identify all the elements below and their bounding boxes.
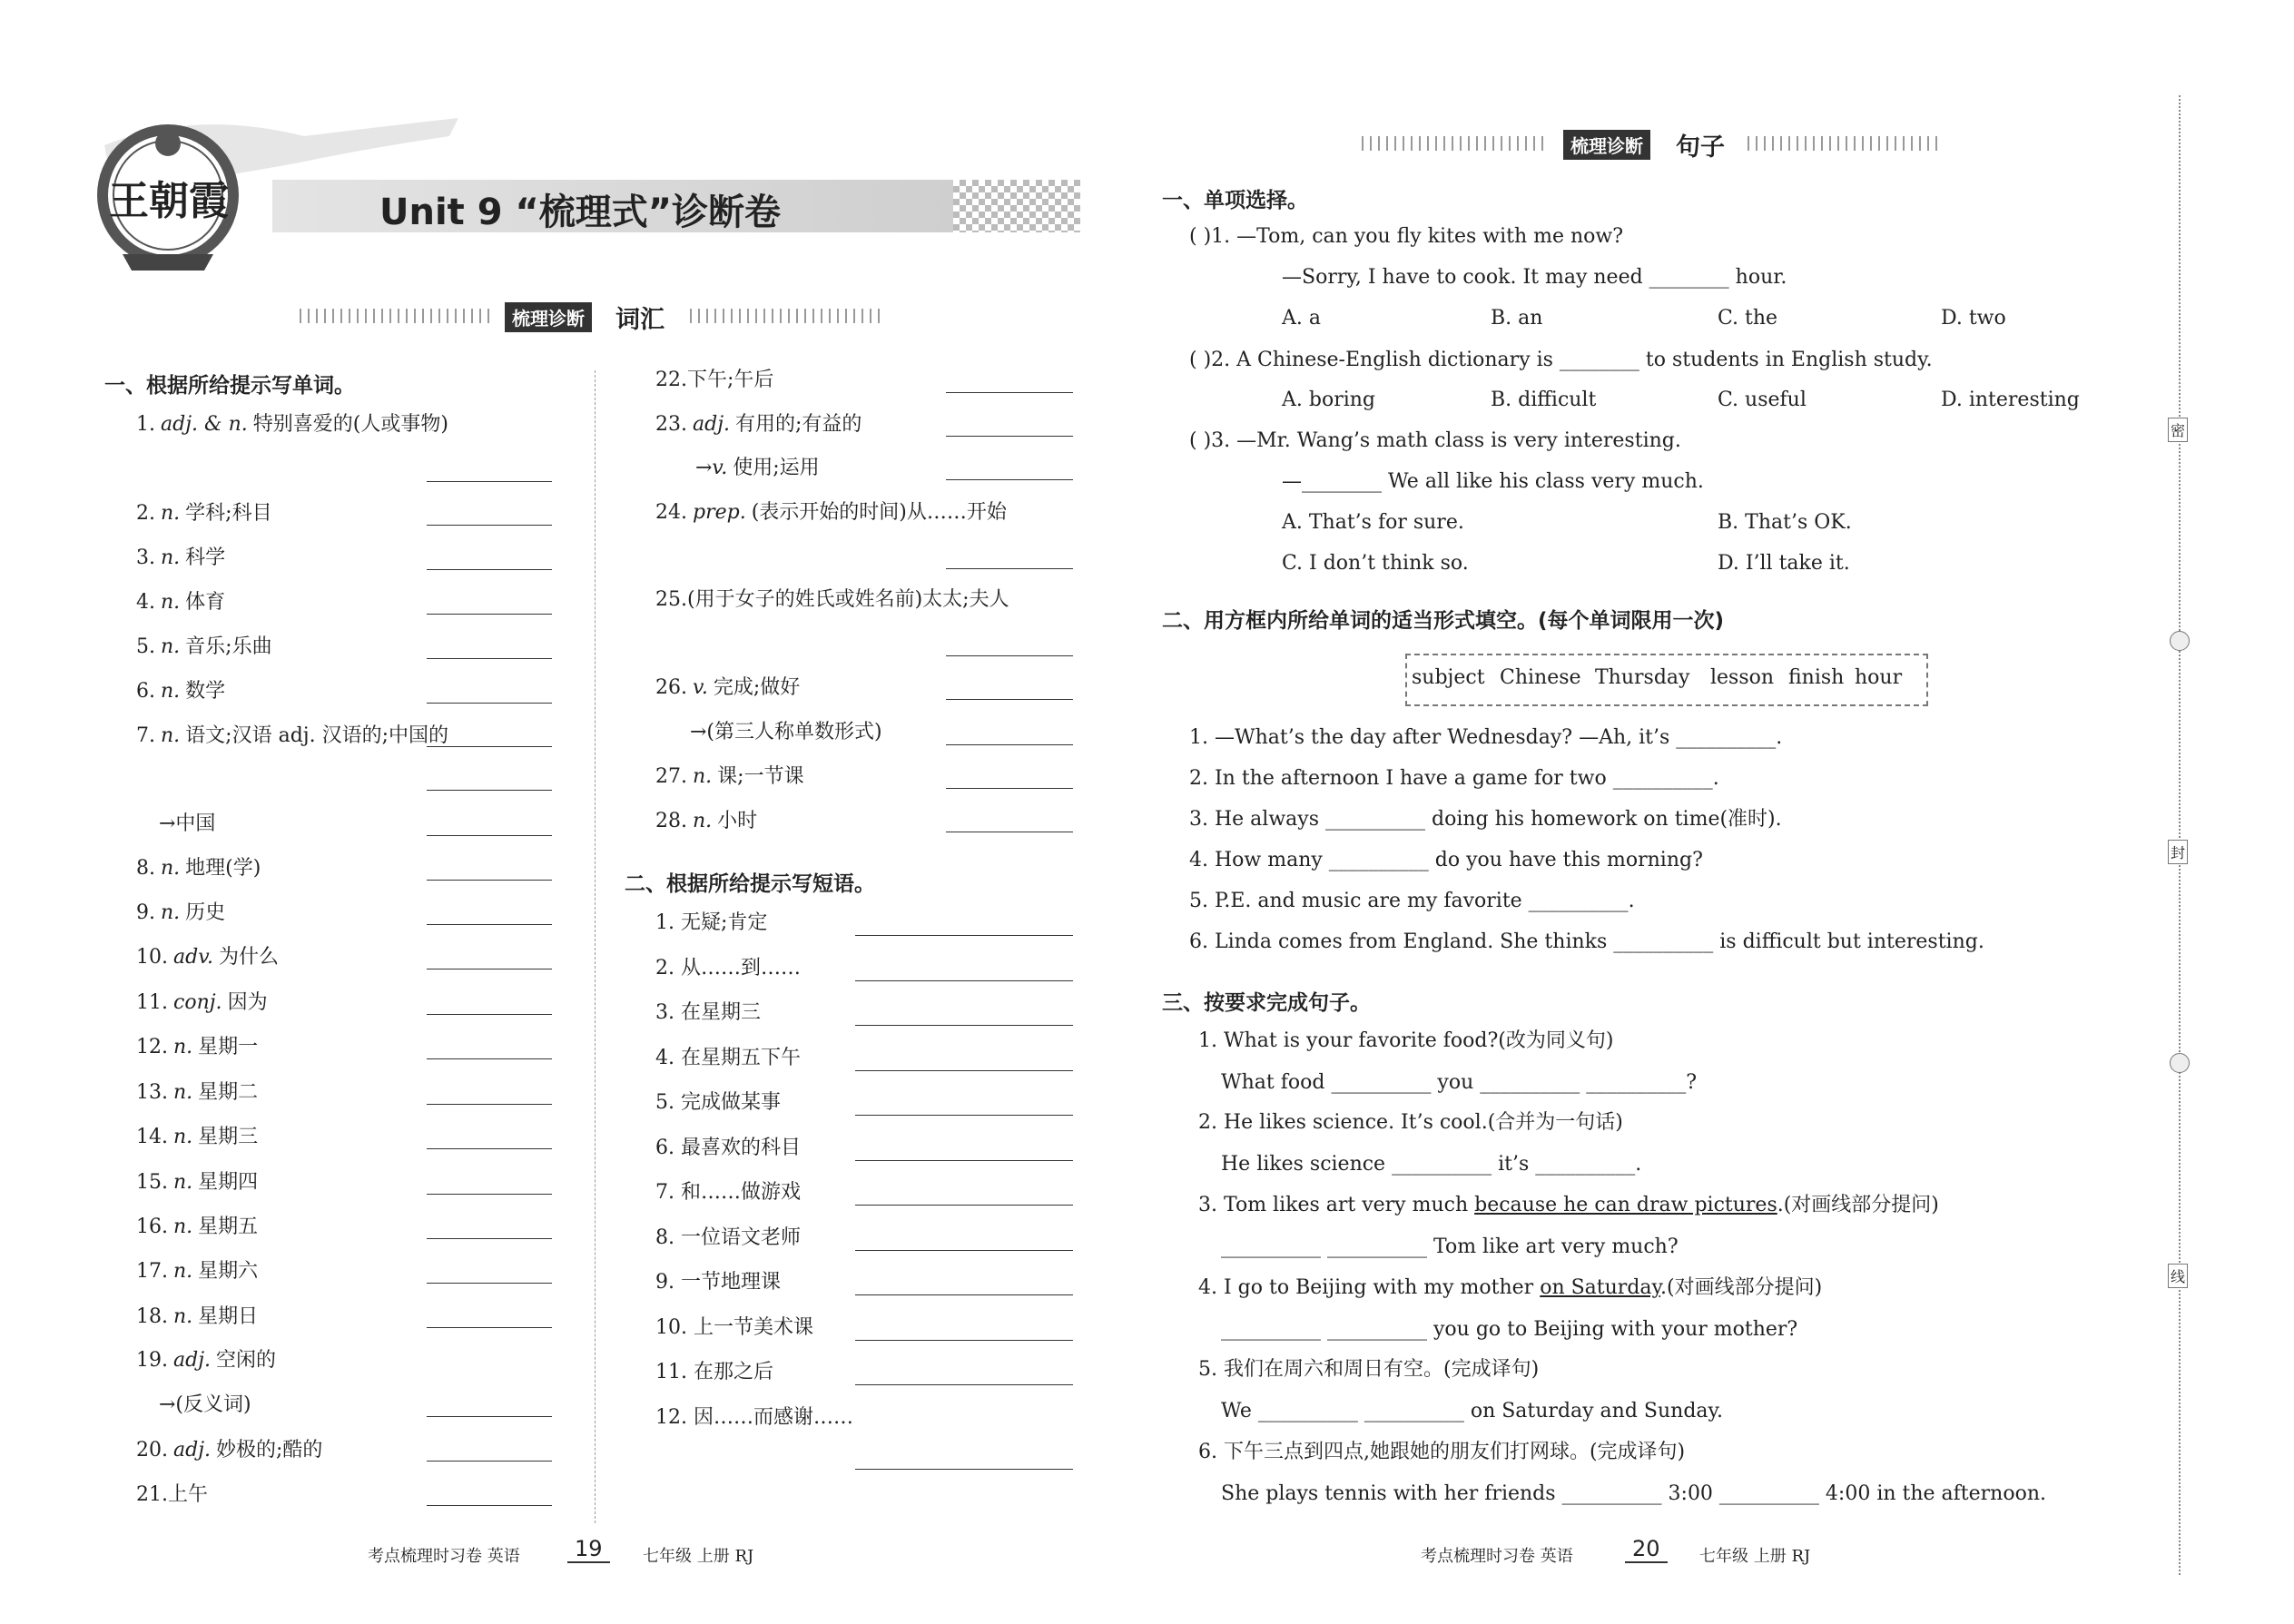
mc-question: ( )1. —Tom, can you fly kites with me now? [1189,225,1624,248]
vocab-item-pos: n. [161,502,181,525]
vocab-item [136,546,225,570]
phrase-item: 2. 从……到…… [655,956,801,979]
vocab-item-text: 小时 [717,810,758,832]
transform-1: 1. What is your favorite food?(改为同义句) [1198,1029,1614,1052]
vocab-item [655,369,773,392]
vocab-item [655,413,861,437]
vocab-item [136,1349,276,1373]
vocab-item-text: →(第三人称单数形式) [690,721,882,743]
fill-item: 1. —What’s the day after Wednesday? —Ah, it’s __________. [1189,726,1783,749]
vocab-item-pos: v. [693,676,708,699]
logo-text: 王朝霞 [109,178,229,224]
word-box-word: Chinese [1500,666,1581,689]
answer-line[interactable] [946,655,1073,656]
vocab-item-text: 星期五 [198,1216,259,1238]
vocab-item [136,635,272,659]
footer-right-page: 20 [1625,1536,1668,1563]
phrase-item: 11. 在那之后 [655,1361,773,1383]
vocab-item-number: 9. [136,901,155,924]
answer-line[interactable] [427,481,552,482]
vocab-item-text: →(反义词) [159,1393,251,1416]
vocab-item-number: 20. [136,1439,168,1462]
vocab-item-number: 10. [136,946,168,969]
vocab-item-text: 有用的;有益的 [735,413,862,436]
vocab-item-number: 19. [136,1349,168,1372]
sentence-dots-left [1362,136,1548,151]
vocab-item [136,680,225,704]
vocab-item-pos: n. [693,810,713,832]
vocab-item-number: 16. [136,1216,168,1238]
answer-line[interactable] [427,1238,552,1239]
mc-question: ( )3. —Mr. Wang’s math class is very interesting. [1189,429,1681,452]
mc-option[interactable]: C. useful [1718,389,1807,411]
vocab-item-number: 4. [136,591,155,614]
mc-option[interactable]: D. interesting [1941,389,2080,411]
vocab-item-pos: n. [161,591,181,614]
phrase-item: 4. 在星期五下午 [655,1046,801,1069]
vocab-item [655,765,804,789]
vocab-item [136,1081,258,1105]
vocab-item-pos: n. [173,1260,193,1283]
answer-line[interactable] [427,1104,552,1105]
footer-right-grade: 七年级 上册 RJ [1699,1547,1811,1566]
column-divider [595,370,596,1523]
vocab-item-pos: adj. [173,1439,212,1462]
vocab-item-text: 体育 [185,591,226,614]
transform-6: 6. 下午三点到四点,她跟她的朋友们打网球。(完成译句) [1198,1441,1686,1463]
vocab-item [655,588,1009,612]
vocab-item [136,1305,258,1329]
vocab-item-text: 星期三 [198,1126,259,1148]
phrase-item: 7. 和……做游戏 [655,1181,801,1204]
vocab-item-number: 21. [136,1483,168,1506]
vocab-item-pos: adj. [693,413,731,436]
fill-item: 6. Linda comes from England. She thinks __________ is difficult but interesting. [1189,930,1984,953]
vocab-item [655,676,800,700]
vocab-item-text: 星期六 [198,1260,259,1283]
vocab-item-pos: n. [161,680,181,703]
answer-line[interactable] [427,790,552,791]
answer-line[interactable] [946,392,1073,393]
answer-line[interactable] [427,835,552,836]
transform-5-answer: We __________ __________ on Saturday and Sunday. [1221,1400,1724,1422]
answer-line[interactable] [855,1340,1073,1341]
vocab-item [159,1393,251,1417]
vocab-item-text: 特别喜爱的(人或事物) [252,413,448,436]
vocab-item [136,1126,258,1149]
word-box-word: lesson [1710,666,1775,689]
answer-line[interactable] [946,436,1073,437]
vocab-item-number: 17. [136,1260,168,1283]
mc-option[interactable]: D. two [1941,307,2006,330]
vocab-item [690,721,882,744]
transform-4-post: .(对画线部分提问) [1660,1276,1823,1299]
answer-line[interactable] [427,525,552,526]
vocab-item-pos: n. [173,1305,193,1328]
vocab-item [136,413,448,437]
vocab-item-pos: n. [161,546,181,569]
footer-left-grade: 七年级 上册 RJ [643,1547,754,1566]
vocab-item-pos: adj. [173,1349,212,1372]
binding-circle-2 [2170,1053,2190,1073]
vocab-item-number: 8. [136,857,155,880]
answer-line[interactable] [427,924,552,925]
transform-3-post: .(对画线部分提问) [1777,1194,1939,1216]
binding-mark-3: 线 [2168,1264,2188,1288]
fill-item: 3. He always __________ doing his homework on time(准时). [1189,808,1782,831]
vocab-item-number: 7. [136,724,155,747]
vocab-item-text: 课;一节课 [717,765,804,788]
transform-3-underlined: because he can draw pictures [1474,1194,1777,1216]
answer-line[interactable] [855,1250,1073,1251]
vocab-item-number: 25. [655,588,687,611]
vocab-item [655,810,757,833]
word-box-word: subject [1412,666,1485,689]
vocab-item-text: 上午 [168,1483,209,1506]
vocab-item-text: 音乐;乐曲 [185,635,272,658]
answer-line[interactable] [855,1070,1073,1071]
transform-4-answer: __________ __________ you go to Beijing with your mother? [1221,1318,1798,1341]
vocab-dots-left [300,309,490,323]
footer-left-page: 19 [567,1536,610,1563]
phrase-item: 9. 一节地理课 [655,1271,781,1294]
transform-3-pre: 3. Tom likes art very much [1198,1194,1475,1216]
phrase-item: 6. 最喜欢的科目 [655,1136,801,1159]
mc-option[interactable]: B. difficult [1491,389,1597,411]
binding-line [2179,95,2181,1575]
vocab-item-number: 27. [655,765,687,788]
vocab-item-number: 2. [136,502,155,525]
vocab-item-number: 15. [136,1171,168,1194]
vocab-item-pos: n. [161,857,181,880]
vocab-item [136,1171,258,1195]
mc-option[interactable]: D. I’ll take it. [1718,552,1850,575]
phrase-item: 8. 一位语文老师 [655,1225,801,1249]
answer-line[interactable] [427,1283,552,1284]
sentence-tag: 梳理诊断 [1563,130,1650,160]
mc-option[interactable]: A. a [1282,307,1321,330]
answer-line[interactable] [946,479,1073,480]
fill-item: 5. P.E. and music are my favorite __________. [1189,890,1635,912]
vocab-item [136,724,448,748]
word-box-word: Thursday [1595,666,1690,689]
title-checker [953,180,1080,232]
sentence-section-1-title: 一、单项选择。 [1162,189,1308,212]
vocab-item-pos: n. [173,1036,193,1058]
vocab-item [136,1439,322,1462]
vocab-item-pos: n. [693,765,713,788]
sentence-section-3-title: 三、按要求完成句子。 [1162,991,1371,1015]
vocab-item-text: 历史 [185,901,226,924]
answer-line[interactable] [427,569,552,570]
answer-line[interactable] [855,1160,1073,1161]
vocab-item-pos: n. [173,1081,193,1104]
answer-line[interactable] [946,744,1073,745]
mc-question-line2: —Sorry, I have to cook. It may need ________ hour. [1282,266,1787,289]
answer-line[interactable] [427,1416,552,1417]
page-title: Unit 9 “梳理式”诊断卷 [379,192,782,233]
phrase-item: 1. 无疑;肯定 [655,911,768,934]
mc-option[interactable]: A. boring [1282,389,1376,411]
vocab-item-number: 5. [136,635,155,658]
mc-option[interactable]: B. That’s OK. [1718,511,1852,534]
vocab-label: 词汇 [615,306,665,334]
vocab-item [136,946,279,969]
transform-4 [1198,1276,1822,1300]
answer-line[interactable] [855,1115,1073,1116]
answer-line[interactable] [427,1505,552,1506]
vocab-item-number: 23. [655,413,687,436]
vocab-item-pos: n. [161,635,181,658]
vocab-item-pos: n. [173,1126,193,1148]
transform-3 [1198,1194,1939,1217]
answer-line[interactable] [427,1058,552,1059]
vocab-item-pos: n. [161,901,181,924]
vocab-item-number: 26. [655,676,687,699]
vocab-item-text: 星期日 [198,1305,259,1328]
vocab-item-pos: n. [173,1171,193,1194]
answer-line[interactable] [855,1025,1073,1026]
vocab-item-number: 6. [136,680,155,703]
sentence-dots-right [1748,136,1938,151]
answer-line[interactable] [427,1194,552,1195]
vocab-item-number: 1. [136,413,155,436]
vocab-item-text: (表示开始的时间)从……开始 [751,501,1007,524]
vocab-item-number: 13. [136,1081,168,1104]
phrase-item: 5. 完成做某事 [655,1091,781,1114]
mc-option[interactable]: A. That’s for sure. [1282,511,1464,534]
answer-line[interactable] [855,1205,1073,1206]
answer-line[interactable] [855,1384,1073,1385]
sentence-section-2-title: 二、用方框内所给单词的适当形式填空。(每个单词限用一次) [1162,609,1725,633]
answer-line[interactable] [427,703,552,704]
vocab-item-text: 科学 [185,546,226,569]
sentence-label: 句子 [1676,133,1725,162]
vocab-item-text: 学科;科目 [185,502,272,525]
transform-4-pre: 4. I go to Beijing with my mother [1198,1276,1541,1299]
vocab-item-pos: →v. [695,457,728,479]
vocab-item [136,591,225,615]
answer-line[interactable] [855,1294,1073,1295]
vocab-item-pos: adv. [173,946,214,969]
vocab-item-number: 28. [655,810,687,832]
vocab-item [690,457,820,480]
mc-question: ( )2. A Chinese-English dictionary is ________ to students in English study. [1189,349,1933,371]
transform-3-answer: __________ __________ Tom like art very much? [1221,1235,1679,1258]
vocab-item-number: 14. [136,1126,168,1148]
answer-line[interactable] [855,980,1073,981]
answer-line[interactable] [946,568,1073,569]
vocab-item-number: 18. [136,1305,168,1328]
transform-2-answer: He likes science __________ it’s __________. [1221,1153,1642,1176]
footer-right-text: 考点梳理时习卷 英语 [1421,1547,1573,1566]
vocab-item-text: 妙极的;酷的 [216,1439,323,1462]
vocab-section-2-title: 二、根据所给提示写短语。 [625,872,875,896]
vocab-item-text: 下午;午后 [687,369,774,391]
vocab-item-pos: n. [161,724,181,747]
phrase-item: 12. 因……而感谢…… [655,1405,853,1429]
footer-left-text: 考点梳理时习卷 英语 [368,1547,520,1566]
binding-mark-1: 密 [2168,418,2188,442]
vocab-item-text: 使用;运用 [733,457,820,479]
word-box-word: finish [1788,666,1845,689]
answer-line[interactable] [427,746,552,747]
mc-question-line2: —________ We all like his class very much. [1282,470,1704,493]
phrase-item: 10. 上一节美术课 [655,1315,813,1339]
answer-line[interactable] [427,880,552,881]
vocab-item-text: 数学 [185,680,226,703]
answer-line[interactable] [427,614,552,615]
binding-mark-2: 封 [2168,840,2188,864]
vocab-dots-right [690,309,881,323]
vocab-item-text: 星期二 [198,1081,259,1104]
mc-option[interactable]: B. an [1491,307,1543,330]
vocab-item-text: →中国 [159,812,216,835]
answer-line[interactable] [427,1014,552,1015]
vocab-item-pos: n. [173,1216,193,1238]
vocab-item-text: 语文;汉语 adj. 汉语的;中国的 [185,724,448,747]
vocab-tag: 梳理诊断 [505,302,592,332]
vocab-item-text: 为什么 [219,946,280,969]
answer-line[interactable] [946,699,1073,700]
transform-5: 5. 我们在周六和周日有空。(完成译句) [1198,1358,1540,1381]
vocab-item [136,901,225,925]
vocab-item [655,501,1007,525]
vocab-item-number: 3. [136,546,155,569]
vocab-item-text: 因为 [227,991,268,1014]
transform-1-answer: What food __________ you __________ __________? [1221,1071,1698,1094]
mc-option[interactable]: C. the [1718,307,1778,330]
vocab-item-number: 22. [655,369,687,391]
vocab-item-number: 11. [136,991,168,1014]
answer-line[interactable] [427,658,552,659]
answer-line[interactable] [855,1469,1073,1470]
vocab-item-text: 完成;做好 [713,676,801,699]
vocab-section-1-title: 一、根据所给提示写单词。 [104,374,355,398]
vocab-item-text: 地理(学) [185,857,261,880]
vocab-item [136,1260,258,1284]
vocab-item-text: 星期四 [198,1171,259,1194]
vocab-item-pos: adj. & n. [161,413,248,436]
answer-line[interactable] [427,1148,552,1149]
answer-line[interactable] [427,1461,552,1462]
transform-4-underlined: on Saturday [1540,1276,1661,1299]
answer-line[interactable] [427,1327,552,1328]
vocab-item-text: 空闲的 [216,1349,277,1372]
transform-2: 2. He likes science. It’s cool.(合并为一句话) [1198,1111,1623,1134]
answer-line[interactable] [946,788,1073,789]
phrase-item: 3. 在星期三 [655,1001,761,1024]
vocab-item [136,991,268,1015]
answer-line[interactable] [855,935,1073,936]
vocab-item-number: 24. [655,501,687,524]
transform-6-answer: She plays tennis with her friends __________ 3:00 __________ 4:00 in the afternoon. [1221,1482,2046,1505]
word-box-word: hour [1855,666,1903,689]
vocab-item-text: (用于女子的姓氏或姓名前)太太;夫人 [687,588,1009,611]
vocab-item [136,502,272,526]
vocab-item [136,1216,258,1239]
fill-item: 2. In the afternoon I have a game for two __________. [1189,767,1719,790]
vocab-item-pos: conj. [173,991,222,1014]
vocab-item [136,857,261,881]
vocab-item [136,1483,208,1507]
vocab-item-pos: prep. [693,501,746,524]
vocab-item-number: 12. [136,1036,168,1058]
vocab-item [159,812,215,836]
vocab-item [136,1036,258,1059]
binding-circle-1 [2170,631,2190,651]
fill-item: 4. How many __________ do you have this morning? [1189,849,1703,871]
vocab-item-text: 星期一 [198,1036,259,1058]
mc-option[interactable]: C. I don’t think so. [1282,552,1469,575]
